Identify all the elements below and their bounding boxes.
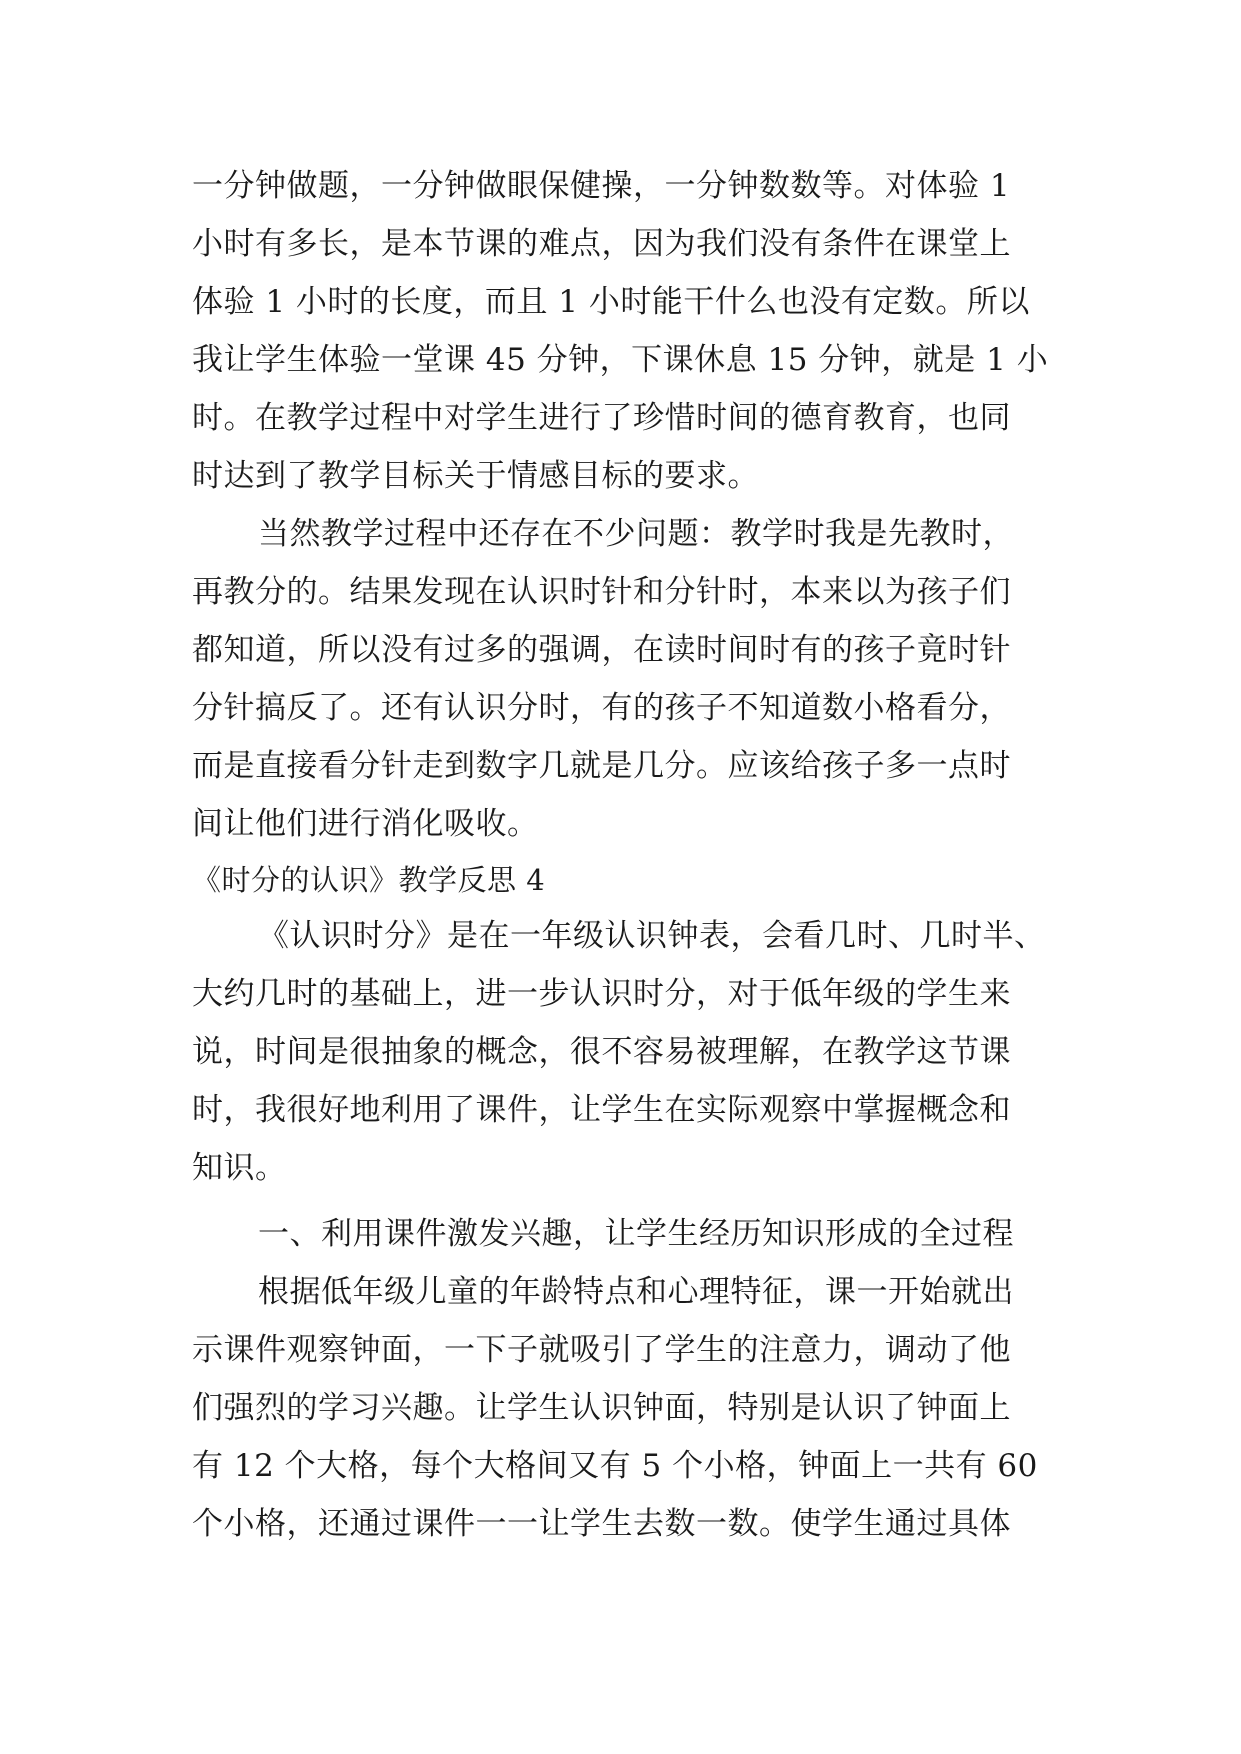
text-line: 间让他们进行消化吸收。 [192, 806, 539, 842]
text-line: 我让学生体验一堂课 45 分钟，下课休息 15 分钟，就是 1 小 [192, 342, 1049, 378]
text-line: 体验 1 小时的长度，而且 1 小时能干什么也没有定数。所以 [192, 284, 1030, 320]
paragraph-first-line: 根据低年级儿童的年龄特点和心理特征，课一开始就出 [258, 1274, 1014, 1310]
text-line: 小时有多长，是本节课的难点，因为我们没有条件在课堂上 [192, 226, 1011, 262]
text-line: 时达到了教学目标关于情感目标的要求。 [192, 458, 759, 494]
text-line: 个小格，还通过课件一一让学生去数一数。使学生通过具体 [192, 1506, 1011, 1542]
text-line: 时。在教学过程中对学生进行了珍惜时间的德育教育，也同 [192, 400, 1011, 436]
text-line: 再教分的。结果发现在认识时针和分针时，本来以为孩子们 [192, 574, 1011, 610]
text-line: 知识。 [192, 1150, 287, 1186]
text-line: 分针搞反了。还有认识分时，有的孩子不知道数小格看分， [192, 690, 1011, 726]
text-line: 说，时间是很抽象的概念，很不容易被理解，在教学这节课 [192, 1034, 1011, 1070]
paragraph-first-line: 《认识时分》是在一年级认识钟表，会看几时、几时半、 [258, 918, 1046, 954]
text-line: 有 12 个大格，每个大格间又有 5 个小格，钟面上一共有 60 [192, 1448, 1038, 1484]
text-line: 时，我很好地利用了课件，让学生在实际观察中掌握概念和 [192, 1092, 1011, 1128]
paragraph-first-line: 当然教学过程中还存在不少问题：教学时我是先教时， [258, 516, 1014, 552]
text-line: 示课件观察钟面，一下子就吸引了学生的注意力，调动了他 [192, 1332, 1011, 1368]
subheading: 一、利用课件激发兴趣，让学生经历知识形成的全过程 [258, 1216, 1014, 1252]
text-line: 大约几时的基础上，进一步认识时分，对于低年级的学生来 [192, 976, 1011, 1012]
section-heading: 《时分的认识》教学反思 4 [192, 863, 546, 897]
text-line: 一分钟做题，一分钟做眼保健操，一分钟数数等。对体验 1 [192, 168, 1011, 204]
text-line: 们强烈的学习兴趣。让学生认识钟面，特别是认识了钟面上 [192, 1390, 1011, 1426]
text-line: 而是直接看分针走到数字几就是几分。应该给孩子多一点时 [192, 748, 1011, 784]
text-line: 都知道，所以没有过多的强调，在读时间时有的孩子竟时针 [192, 632, 1011, 668]
